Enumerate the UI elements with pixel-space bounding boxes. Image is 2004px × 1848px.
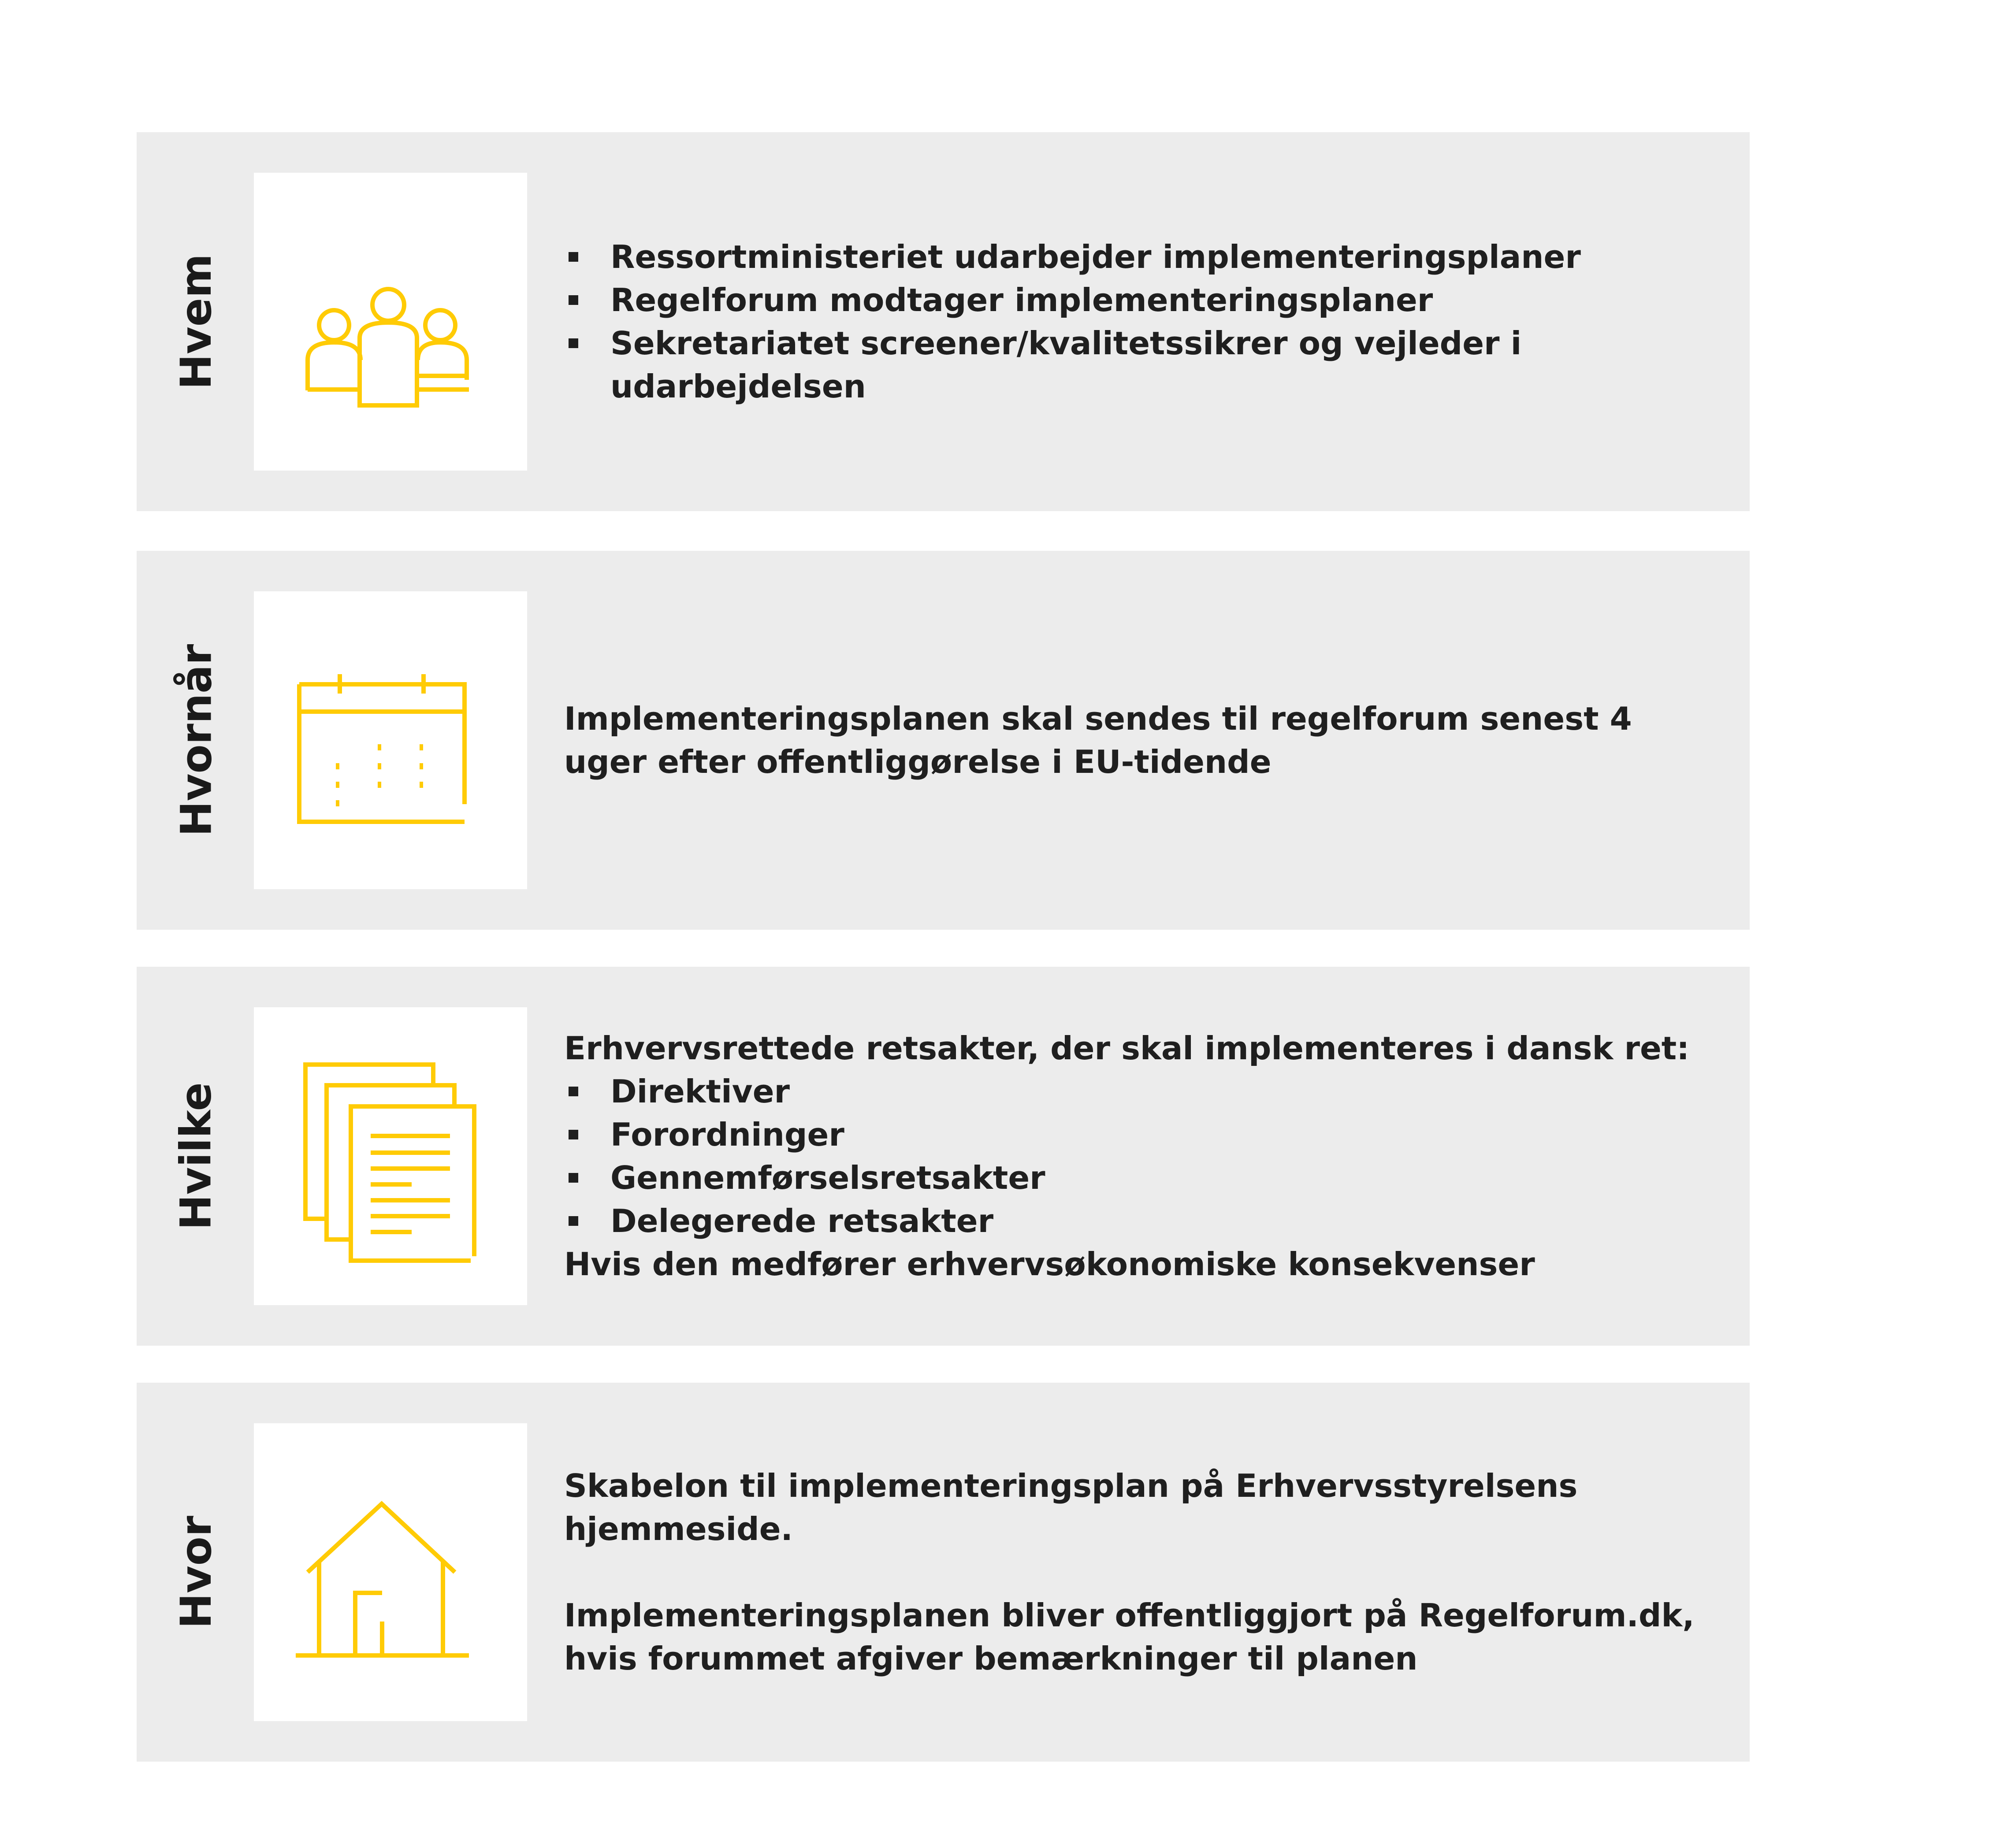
people-icon	[254, 173, 527, 471]
list-item: Delegerede retsakter	[564, 1199, 1728, 1243]
list-item: Gennemførselsretsakter	[564, 1156, 1728, 1199]
panel-content	[564, 132, 1728, 511]
documents-icon	[254, 1007, 527, 1305]
panel-hvem	[137, 132, 1750, 511]
bullet-list	[564, 235, 1728, 408]
panel-hvornaar	[137, 551, 1750, 930]
spacer	[564, 1551, 1728, 1594]
list-item: Forordninger	[564, 1113, 1728, 1156]
list-item: Direktiver	[564, 1070, 1728, 1113]
panel-paragraph: Implementeringsplanen bliver offentliggjort på Regelforum.dk, hvis forummet afgiver bemærkninger til planen	[564, 1597, 1695, 1677]
icon-box	[254, 173, 527, 471]
panel-hvor	[137, 1383, 1750, 1762]
panel-paragraph: Skabelon til implementeringsplan på Erhvervsstyrelsens hjemmeside.	[564, 1467, 1578, 1547]
panel-label: Hvor	[171, 1515, 221, 1629]
panel-content	[564, 1383, 1728, 1762]
panel-content	[564, 551, 1728, 930]
list-item: Ressortministeriet udarbejder implementeringsplaner	[564, 235, 1728, 278]
icon-box	[254, 1007, 527, 1305]
panel-text: Implementeringsplanen skal sendes til regelforum senest 4 uger efter offentliggørelse i EU-tidende	[564, 700, 1632, 780]
calendar-icon	[254, 591, 527, 889]
house-icon	[254, 1423, 527, 1721]
panel-hvilke	[137, 967, 1750, 1346]
icon-box	[254, 591, 527, 889]
panel-content	[564, 967, 1728, 1346]
bullet-list	[564, 1070, 1728, 1243]
panel-label: Hvilke	[171, 1082, 221, 1230]
list-item: Sekretariatet screener/kvalitetssikrer og vejleder i udarbejdelsen	[564, 322, 1728, 408]
icon-box	[254, 1423, 527, 1721]
panel-label: Hvornår	[171, 644, 221, 837]
panel-intro: Erhvervsrettede retsakter, der skal implementeres i dansk ret:	[564, 1030, 1690, 1067]
list-item: Regelforum modtager implementeringsplaner	[564, 278, 1728, 322]
panel-outro: Hvis den medfører erhvervsøkonomiske konsekvenser	[564, 1246, 1535, 1283]
panel-label: Hvem	[171, 253, 221, 390]
